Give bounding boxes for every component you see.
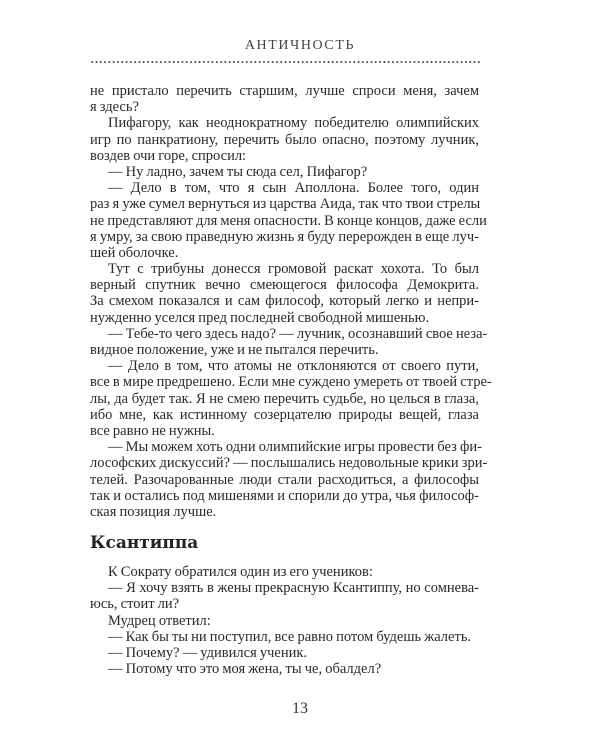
text-line: все равно не нужны. (90, 422, 215, 439)
text-line: не пристало перечить старшим, лучше спроси меня, зачем (90, 83, 479, 99)
text-line: юсь, стоит ли? (90, 596, 180, 613)
text-line: раз я уже сумел вернуться из царства Аида, так что твои стрелы (90, 196, 481, 213)
text-line: ибо мне, как истинному созерцателю природы вещей, глаза (90, 406, 479, 423)
text-line: — Как бы ты ни поступил, все равно потом будешь жалеть. (108, 628, 472, 645)
text-line: — Почему? — удивился ученик. (108, 644, 308, 661)
running-head: АНТИЧНОСТЬ (244, 38, 356, 53)
text-line: телей. Разочарованные люди стали расходиться, а философы (90, 471, 479, 488)
text-line: — Мы можем хоть одни олимпийские игры провести без фи- (108, 439, 482, 456)
text-line: — Ну ладно, зачем ты сюда сел, Пифагор? (108, 163, 368, 180)
text-line: За смехом показался и сам философ, который легко и непри- (90, 293, 479, 310)
text-line: Пифагору, как неоднократному победителю олимпийских (108, 115, 479, 132)
body-text-section-1 (90, 83, 492, 520)
text-line: нужденно уселся пред последней свободной мишенью. (90, 309, 430, 326)
section-heading: Ксантиппа (90, 533, 199, 553)
text-line: Мудрец ответил: (108, 612, 211, 629)
text-line: — Потому что это моя жена, ты че, обалдел? (108, 661, 382, 678)
text-line: видное положение, уже и не пытался перечить. (90, 342, 379, 358)
text-line: — Дело в том, что я сын Аполлона. Более того, один (108, 180, 479, 197)
text-line: шей оболочке. (90, 244, 179, 261)
text-line: игр по панкратиону, перечить было опасно, поэтому лучник, (90, 131, 479, 148)
text-line: верный спутник вечно смеющегося философа Демокрита. (90, 277, 479, 294)
text-line: К Сократу обратился один из его учеников: (108, 564, 373, 580)
text-line: все в мире предрешено. Если мне суждено умереть от твоей стре- (90, 374, 492, 391)
text-line: лософских дискуссий? — послышались недовольные крики зри- (90, 455, 488, 472)
text-line: — Дело в том, что атомы не отклоняются от своего пути, (108, 358, 479, 375)
text-line: ская позиция лучше. (90, 503, 217, 520)
text-line: так и остались под мишенями и спорили до утра, чья философ- (90, 487, 479, 504)
dotted-divider (90, 61, 480, 63)
text-line: воздев очи горе, спросил: (90, 147, 247, 164)
text-line: я здесь? (90, 99, 139, 116)
text-line: не представляют для меня опасности. В конце концов, даже если (90, 212, 487, 229)
text-line: — Я хочу взять в жены прекрасную Ксантиппу, но сомнева- (108, 580, 479, 597)
text-line: лы, да будет так. Я не смею перечить судьбе, но целься в глаза, (90, 390, 479, 407)
page-number: 13 (292, 700, 308, 717)
text-line: — Тебе-то чего здесь надо? — лучник, осознавший свое неза- (108, 325, 488, 342)
text-line: Тут с трибуны донесся громовой раскат хохота. То был (108, 261, 479, 278)
body-text-section-2 (90, 564, 479, 677)
text-line: я умру, за свою праведную жизнь я буду перерожден в еще луч- (90, 228, 479, 245)
